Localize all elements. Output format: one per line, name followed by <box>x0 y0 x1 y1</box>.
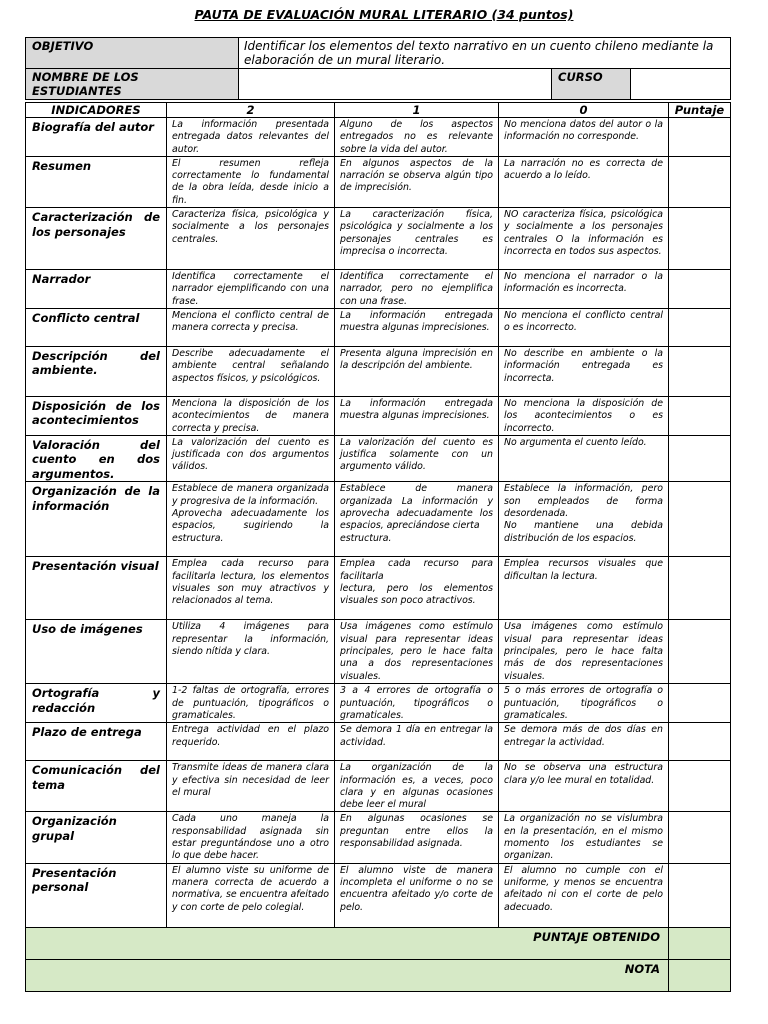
level-2-descriptor: Caracteriza física, psicológica y socialmente a los personajes centrales. <box>167 208 335 270</box>
puntaje-cell[interactable] <box>669 118 731 157</box>
puntaje-obtenido-value[interactable] <box>669 927 731 959</box>
nota-row <box>26 959 731 991</box>
level-2-descriptor: Identifica correctamente el narrador ejemplificando con una frase. <box>167 270 335 309</box>
table-row <box>26 761 731 812</box>
puntaje-cell[interactable] <box>669 620 731 684</box>
level-2-descriptor: Entrega actividad en el plazo requerido. <box>167 723 335 761</box>
level-1-descriptor: El alumno viste de manera incompleta el uniforme o no se encuentra afeitado y/o corte de pelo. <box>335 863 499 927</box>
header-level-1: 1 <box>335 103 499 118</box>
indicator-cell: Uso de imágenes <box>26 620 167 684</box>
level-0-descriptor: 5 o más errores de ortografía o puntuación, tipográficos o gramaticales. <box>499 684 669 723</box>
puntaje-obtenido-label: PUNTAJE OBTENIDO <box>26 927 669 959</box>
level-2-descriptor: Cada uno maneja la responsabilidad asignada sin estar preguntándose uno a otro lo que debe hacer. <box>167 812 335 863</box>
indicator-cell: Valoración del cuento en dos argumentos. <box>26 435 167 482</box>
level-1-descriptor: La información entregada muestra algunas imprecisiones. <box>335 396 499 435</box>
puntaje-cell[interactable] <box>669 761 731 812</box>
puntaje-cell[interactable] <box>669 812 731 863</box>
puntaje-cell[interactable] <box>669 396 731 435</box>
puntaje-cell[interactable] <box>669 156 731 207</box>
table-row <box>26 684 731 723</box>
level-1-descriptor: Presenta alguna imprecisión en la descripción del ambiente. <box>335 346 499 396</box>
level-0-descriptor: El alumno no cumple con el uniforme, y menos se encuentra afeitado ni con el corte de pelo adecuado. <box>499 863 669 927</box>
level-2-descriptor: El alumno viste su uniforme de manera correcta de acuerdo a normativa, se encuentra afeitado y con corte de pelo colegial. <box>167 863 335 927</box>
table-row <box>26 435 731 482</box>
table-row <box>26 118 731 157</box>
table-row <box>26 346 731 396</box>
rubric-body <box>26 118 731 928</box>
level-0-descriptor: No describe en ambiente o la información entregada es incorrecta. <box>499 346 669 396</box>
puntaje-cell[interactable] <box>669 208 731 270</box>
level-1-descriptor: Alguno de los aspectos entregados no es relevante sobre la vida del autor. <box>335 118 499 157</box>
level-0-descriptor: No menciona la disposición de los acontecimientos o es incorrecto. <box>499 396 669 435</box>
indicator-cell: Comunicación del tema <box>26 761 167 812</box>
table-row <box>26 396 731 435</box>
nota-label: NOTA <box>26 959 669 991</box>
level-1-descriptor: La información entregada muestra algunas imprecisiones. <box>335 308 499 346</box>
indicator-cell: Narrador <box>26 270 167 309</box>
level-2-descriptor: Transmite ideas de manera clara y efectiva sin necesidad de leer el mural <box>167 761 335 812</box>
level-0-descriptor: Se demora más de dos días en entregar la actividad. <box>499 723 669 761</box>
level-1-descriptor: Usa imágenes como estímulo visual para representar ideas principales, pero le hace falta una a dos representaciones visuales. <box>335 620 499 684</box>
level-0-descriptor: No menciona el conflicto central o es incorrecto. <box>499 308 669 346</box>
table-row <box>26 557 731 620</box>
indicator-cell: Conflicto central <box>26 308 167 346</box>
objetivo-value: Identificar los elementos del texto narrativo en un cuento chileno mediante la elaboración de un mural literario. <box>239 38 731 69</box>
indicator-cell: Descripción del ambiente. <box>26 346 167 396</box>
puntaje-cell[interactable] <box>669 684 731 723</box>
indicator-cell: Resumen <box>26 156 167 207</box>
level-1-descriptor: Establece de manera organizada La información y aprovecha adecuadamente los espacios, apreciándose cierta estructura. <box>335 482 499 557</box>
level-1-descriptor: La caracterización física, psicológica y socialmente a los personajes centrales es imprecisa o incorrecta. <box>335 208 499 270</box>
document-title: PAUTA DE EVALUACIÓN MURAL LITERARIO (34 puntos) <box>194 7 574 22</box>
indicator-cell: Organización grupal <box>26 812 167 863</box>
puntaje-cell[interactable] <box>669 308 731 346</box>
level-0-descriptor: Establece la información, pero son empleados de forma desordenada. No mantiene una debida distribución de los espacios. <box>499 482 669 557</box>
level-2-descriptor: El resumen refleja correctamente lo fundamental de la obra leída, desde inicio a fin. <box>167 156 335 207</box>
level-0-descriptor: La organización no se vislumbra en la presentación, en el mismo momento los estudiantes se organizan. <box>499 812 669 863</box>
indicator-cell: Organización de la información <box>26 482 167 557</box>
level-2-descriptor: Menciona la disposición de los acontecimientos de manera correcta y precisa. <box>167 396 335 435</box>
level-1-descriptor: La organización de la información es, a veces, poco clara y en algunas ocasiones debe leer el mural <box>335 761 499 812</box>
table-row <box>26 482 731 557</box>
header-level-2: 2 <box>167 103 335 118</box>
level-2-descriptor: Describe adecuadamente el ambiente central señalando aspectos físicos, y psicológicos. <box>167 346 335 396</box>
header-puntaje: Puntaje <box>669 103 731 118</box>
level-0-descriptor: NO caracteriza física, psicológica y socialmente a los personajes centrales O la información es incorrecta en todos sus aspectos. <box>499 208 669 270</box>
level-2-descriptor: Emplea cada recurso para facilitarla lectura, los elementos visuales son muy atractivos y relacionados al tema. <box>167 557 335 620</box>
indicator-cell: Biografía del autor <box>26 118 167 157</box>
table-row <box>26 863 731 927</box>
rubric-header-row <box>26 103 731 118</box>
table-row <box>26 620 731 684</box>
objetivo-label: OBJETIVO <box>26 38 239 69</box>
puntaje-obtenido-row <box>26 927 731 959</box>
estudiantes-row <box>26 69 731 100</box>
puntaje-cell[interactable] <box>669 270 731 309</box>
puntaje-cell[interactable] <box>669 863 731 927</box>
table-row <box>26 270 731 309</box>
indicator-cell: Disposición de los acontecimientos <box>26 396 167 435</box>
level-2-descriptor: Utiliza 4 imágenes para representar la información, siendo nítida y clara. <box>167 620 335 684</box>
level-0-descriptor: Usa imágenes como estímulo visual para representar ideas principales, pero le hace falta más de dos representaciones visuales. <box>499 620 669 684</box>
level-0-descriptor: La narración no es correcta de acuerdo a lo leído. <box>499 156 669 207</box>
puntaje-cell[interactable] <box>669 482 731 557</box>
indicator-cell: Caracterización de los personajes <box>26 208 167 270</box>
curso-field[interactable] <box>631 69 731 100</box>
level-2-descriptor: Menciona el conflicto central de manera correcta y precisa. <box>167 308 335 346</box>
table-row <box>26 723 731 761</box>
table-row <box>26 208 731 270</box>
info-table <box>25 37 731 100</box>
estudiantes-field[interactable] <box>239 69 552 100</box>
level-1-descriptor: En algunos aspectos de la narración se observa algún tipo de imprecisión. <box>335 156 499 207</box>
level-2-descriptor: 1-2 faltas de ortografía, errores de puntuación, tipográficos o gramaticales. <box>167 684 335 723</box>
level-1-descriptor: La valorización del cuento es justifica solamente con un argumento válido. <box>335 435 499 482</box>
puntaje-cell[interactable] <box>669 346 731 396</box>
puntaje-cell[interactable] <box>669 435 731 482</box>
level-0-descriptor: No menciona el narrador o la información es incorrecta. <box>499 270 669 309</box>
puntaje-cell[interactable] <box>669 723 731 761</box>
level-1-descriptor: Se demora 1 día en entregar la actividad. <box>335 723 499 761</box>
level-1-descriptor: Identifica correctamente el narrador, pero no ejemplifica con una frase. <box>335 270 499 309</box>
header-level-0: 0 <box>499 103 669 118</box>
header-indicadores: INDICADORES <box>26 103 167 118</box>
indicator-cell: Plazo de entrega <box>26 723 167 761</box>
level-2-descriptor: La valorización del cuento es justificada con dos argumentos válidos. <box>167 435 335 482</box>
level-0-descriptor: No argumenta el cuento leído. <box>499 435 669 482</box>
level-0-descriptor: Emplea recursos visuales que dificultan la lectura. <box>499 557 669 620</box>
level-0-descriptor: No menciona datos del autor o la información no corresponde. <box>499 118 669 157</box>
indicator-cell: Presentación personal <box>26 863 167 927</box>
rubric-table <box>25 102 731 992</box>
indicator-cell: Ortografía y redacción <box>26 684 167 723</box>
nota-value[interactable] <box>669 959 731 991</box>
level-1-descriptor: En algunas ocasiones se preguntan entre ellos la responsabilidad asignada. <box>335 812 499 863</box>
table-row <box>26 308 731 346</box>
curso-label: CURSO <box>552 69 631 100</box>
level-0-descriptor: No se observa una estructura clara y/o lee mural en totalidad. <box>499 761 669 812</box>
level-2-descriptor: La información presentada entregada datos relevantes del autor. <box>167 118 335 157</box>
indicator-cell: Presentación visual <box>26 557 167 620</box>
estudiantes-label: NOMBRE DE LOS ESTUDIANTES <box>26 69 239 100</box>
puntaje-cell[interactable] <box>669 557 731 620</box>
table-row <box>26 156 731 207</box>
level-1-descriptor: 3 a 4 errores de ortografía o puntuación, tipográficos o gramaticales. <box>335 684 499 723</box>
objetivo-row <box>26 38 731 69</box>
level-2-descriptor: Establece de manera organizada y progresiva de la información. Aprovecha adecuadamente los espacios, sugiriendo la estructura. <box>167 482 335 557</box>
table-row <box>26 812 731 863</box>
level-1-descriptor: Emplea cada recurso para facilitarla lectura, pero los elementos visuales son poco atractivos. <box>335 557 499 620</box>
